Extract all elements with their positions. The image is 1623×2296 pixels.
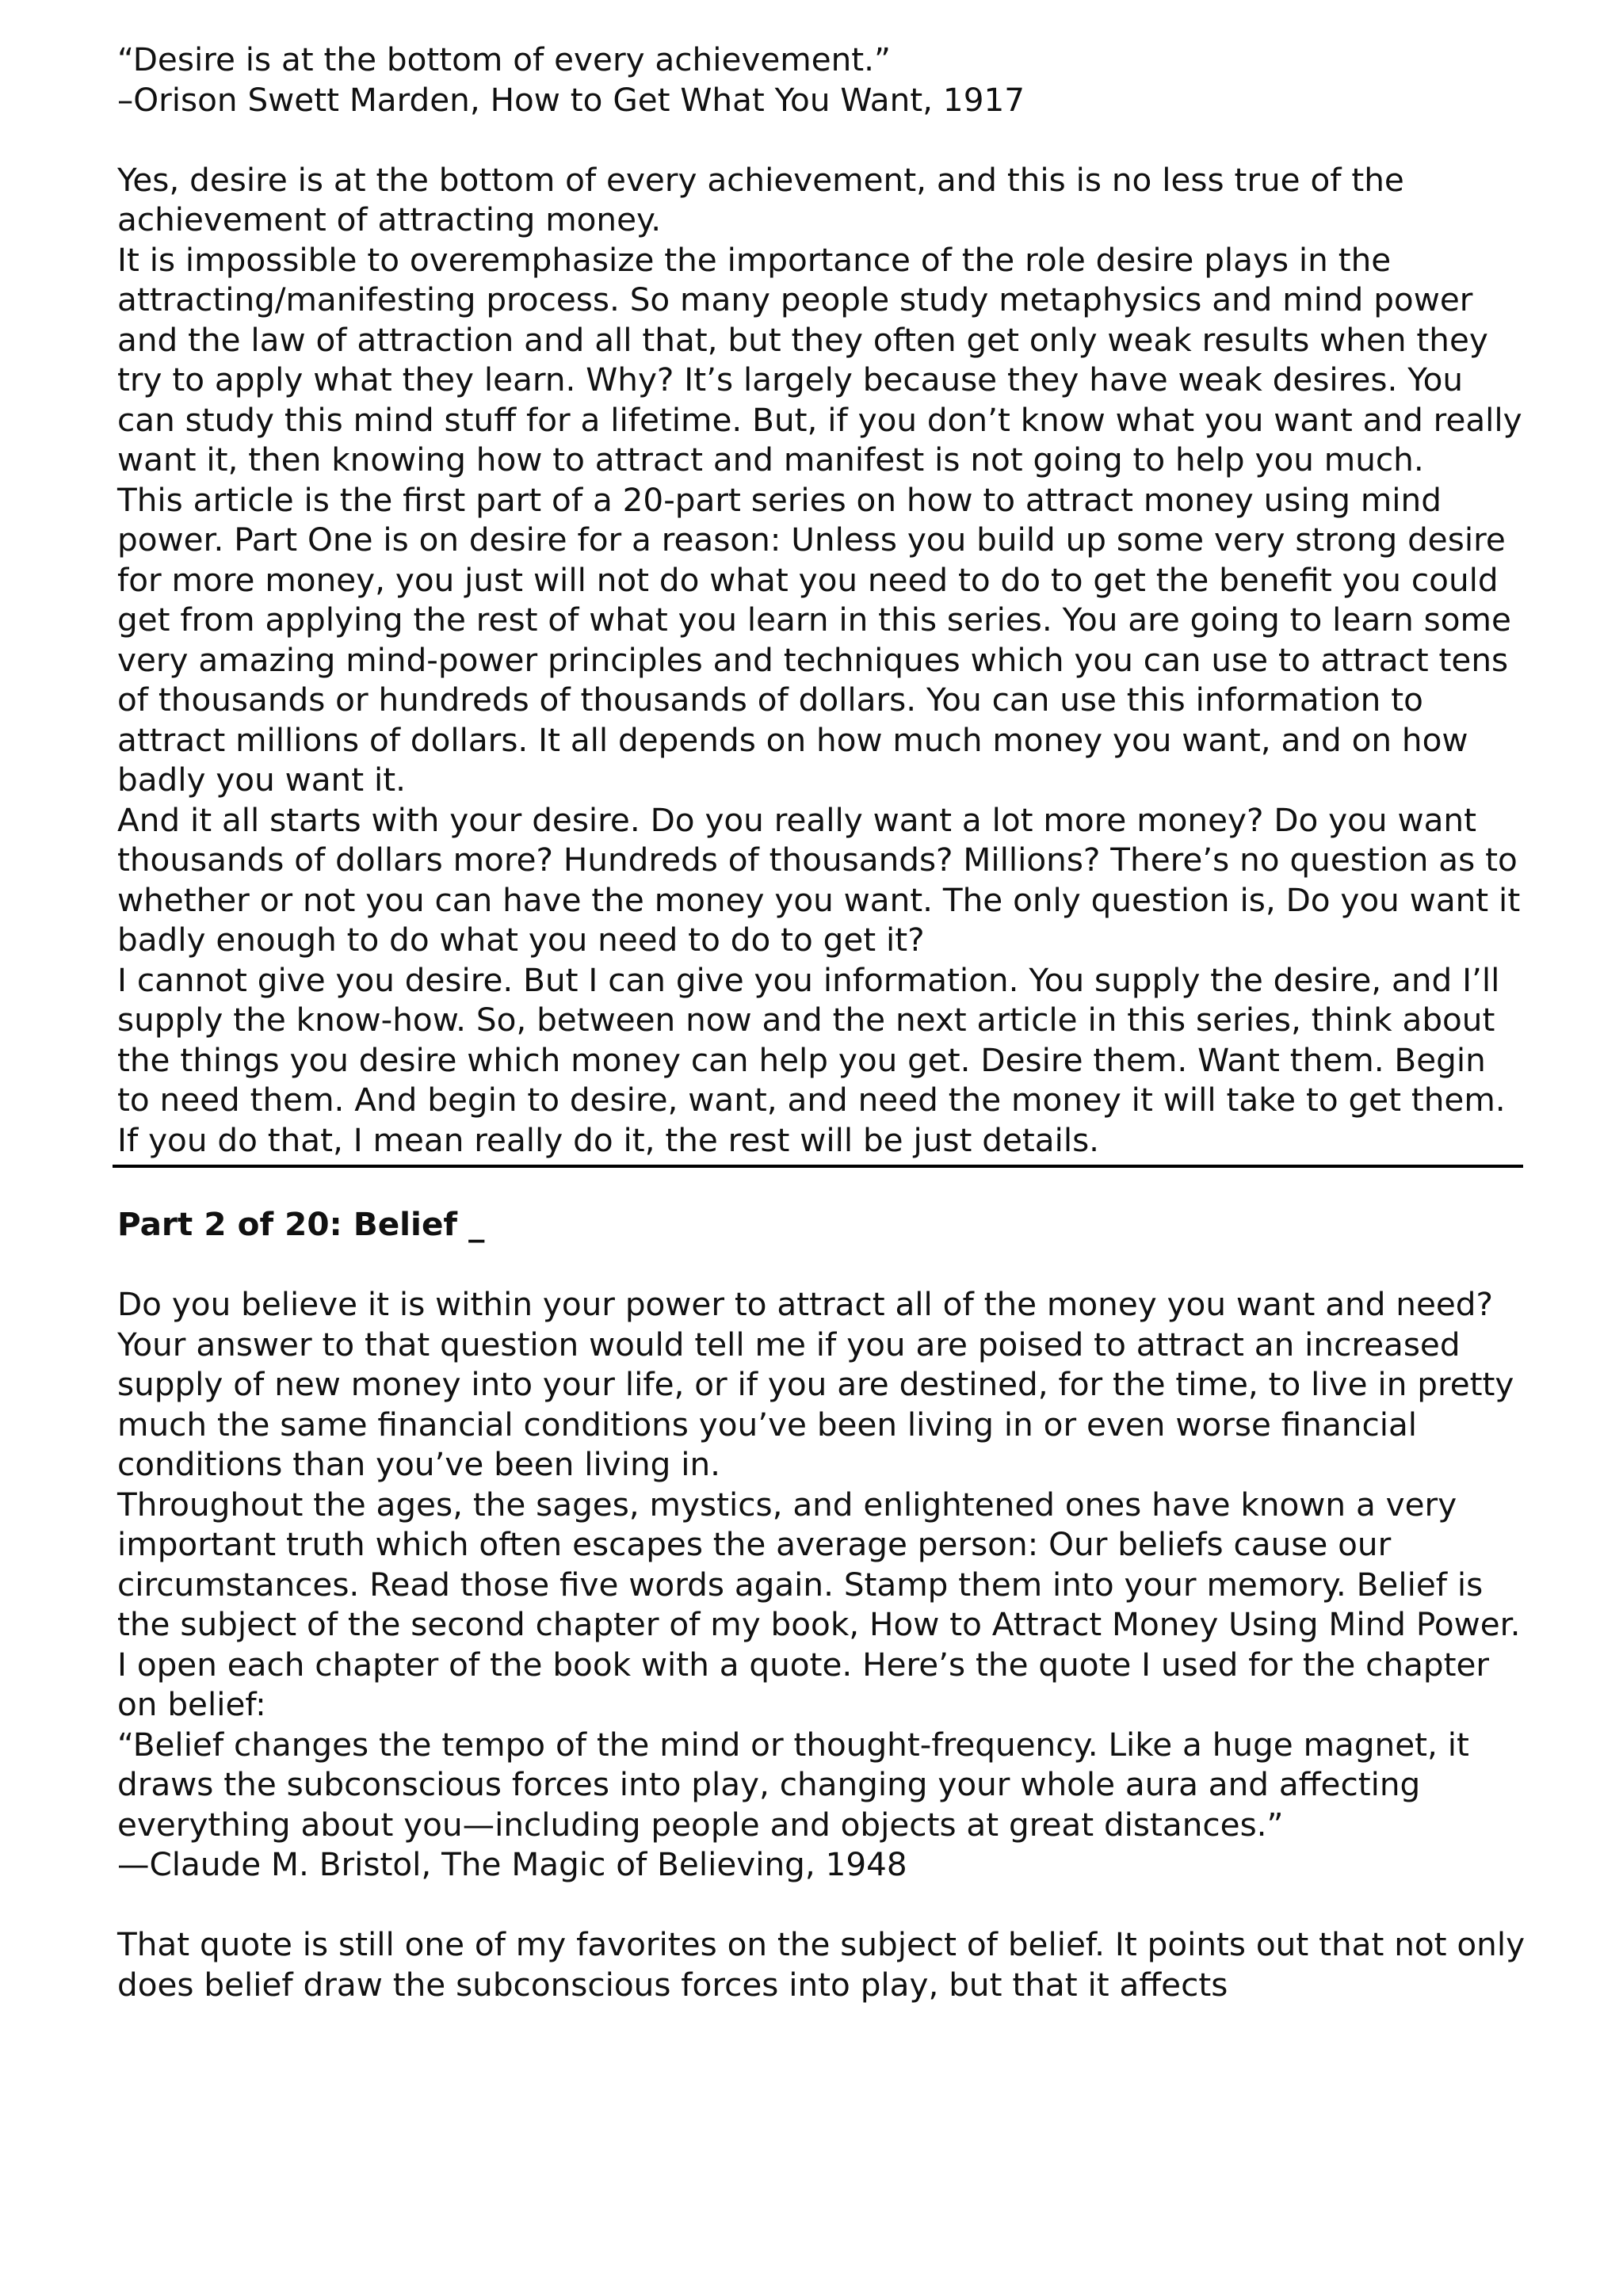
part1-paragraph-4: And it all starts with your desire. Do you really want a lot more money? Do you want thousands of dollars more? Hundreds of thousands? Millions? There’s no question as to whether or not you can have the money you want. The only question is, Do you want it badly enough to do what you need to do to get it? [117,800,1521,959]
part2-paragraph-2: Throughout the ages, the sages, mystics, and enlightened ones have known a very important truth which often escapes the average person: Our beliefs cause our circumstances. Read those five words again. Stamp them into your memory. Belief is the subject of the second chapter of my book, How to Attract Money Using Mind Power. I open each chapter of the book with a quote. Here’s the quote I used for the chapter on belief: [117,1485,1521,1723]
section-divider [113,1165,1523,1168]
part2-epigraph-attribution: —Claude M. Bristol, The Magic of Believing, 1948 [117,1845,907,1883]
part2-closing-paragraph: That quote is still one of my favorites on the subject of belief. It points out that not only does belief draw the subconscious forces into play, but that it affects [117,1925,1526,2004]
part1-paragraph-3: This article is the first part of a 20-part series on how to attract money using mind power. Part One is on desire for a reason: Unless you build up some very strong desire for more money, you just will not do what you need to do to get the benefit you could get from applying the rest of what you learn in this series. You are going to learn some very amazing mind-power principles and techniques which you can use to attract tens of thousands or hundreds of thousands of dollars. You can use this information to attract millions of dollars. It all depends on how much money you want, and on how badly you want it. [117,480,1511,799]
part1-paragraph-1: Yes, desire is at the bottom of every achievement, and this is no less true of the achievement of attracting money. [117,160,1404,238]
part1-epigraph-quote: “Desire is at the bottom of every achievement.” [117,40,892,78]
article-body [117,40,1528,2004]
part1-paragraph-2: It is impossible to overemphasize the importance of the role desire plays in the attracting/manifesting process. So many people study metaphysics and mind power and the law of attraction and all that, but they often get only weak results when they try to apply what they learn. Why? It’s largely because they have weak desires. You can study this mind stuff for a lifetime. But, if you don’t know what you want and really want it, then knowing how to attract and manifest is not going to help you much. [117,240,1522,479]
part2-epigraph [117,1725,1528,1885]
part1-paragraph-5: I cannot give you desire. But I can give you information. You supply the desire, and I’ll supply the know-how. So, between now and the next article in this series, think about the things you desire which money can help you get. Desire them. Want them. Begin to need them. And begin to desire, want, and need the money it will take to get them. If you do that, I mean really do it, the rest will be just details. [117,960,1506,1159]
part1-epigraph-attribution: –Orison Swett Marden, How to Get What You Want, 1917 [117,80,1025,119]
part2-heading: Part 2 of 20: Belief _ [117,1205,485,1243]
part2-paragraph-1: Do you believe it is within your power to attract all of the money you want and need? Your answer to that question would tell me if you are poised to attract an increased supply of new money into your life, or if you are destined, for the time, to live in pretty much the same financial conditions you’ve been living in or even worse financial conditions than you’ve been living in. [117,1285,1514,1483]
part2-epigraph-quote: “Belief changes the tempo of the mind or thought-frequency. Like a huge magnet, it draws the subconscious forces into play, changing your whole aura and affecting everything about you—including people and objects at great distances.” [117,1725,1469,1844]
part1-epigraph [117,40,1528,120]
